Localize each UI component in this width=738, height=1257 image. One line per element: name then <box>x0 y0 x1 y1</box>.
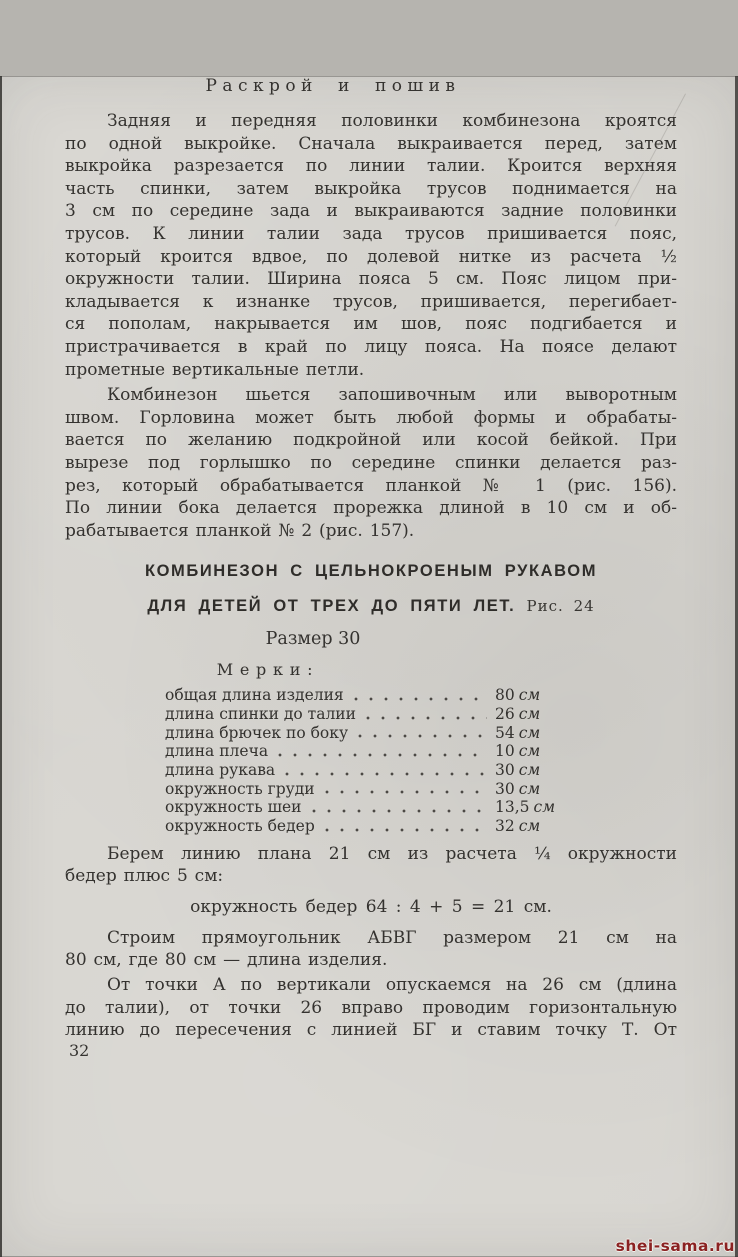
text-line: 80 см, где 80 см — длина изделия. <box>65 950 388 971</box>
measurement-row <box>165 705 573 724</box>
text-line: рабатывается планкой № 2 (рис. 157). <box>65 520 415 541</box>
page-content <box>0 76 738 1061</box>
measurement-label: общая длина изделия <box>165 686 344 705</box>
measurement-value <box>495 724 573 743</box>
text-line: 3 см по середине зада и выкраиваются задние половинки <box>65 201 677 222</box>
value-unit: см <box>518 723 541 742</box>
measurement-value <box>495 761 573 780</box>
text-line: пристрачивается в край по лицу пояса. На поясе делают <box>65 336 677 357</box>
value-unit: см <box>518 704 541 723</box>
value-number: 30 <box>495 760 515 779</box>
text-line: По линии бока делается прорежка длиной в 10 см и об- <box>65 498 677 519</box>
size-label: Размер 30 <box>265 629 361 650</box>
paragraph-point-a <box>65 974 677 1042</box>
text-line: ся пополам, накрывается им шов, пояс подгибается и <box>65 314 677 335</box>
dot-leader <box>312 809 487 813</box>
text-line: Комбинезон шьется запошивочным или выворотным <box>107 385 677 406</box>
section-heading-line2 <box>65 596 677 617</box>
value-number: 10 <box>495 742 515 761</box>
measurements-title: Мерки: <box>216 660 320 680</box>
text-line: часть спинки, затем выкройка трусов поднимается на <box>65 178 677 199</box>
text-line: Берем линию плана 21 см из расчета ¼ окружности <box>107 843 677 864</box>
text-line: швом. Горловина может быть любой формы и обрабаты- <box>65 407 677 428</box>
measurement-label: длина рукава <box>165 760 276 779</box>
measurement-row <box>165 742 573 761</box>
text-line: бедер плюс 5 см: <box>65 866 224 887</box>
measurement-label: окружность бедер <box>165 816 315 835</box>
text-line: вается по желанию подкройной или косой бейкой. При <box>65 430 677 451</box>
value-number: 80 <box>495 686 515 705</box>
measurement-label: длина спинки до талии <box>165 704 356 723</box>
section-heading-line2-text: ДЛЯ ДЕТЕЙ ОТ ТРЕХ ДО ПЯТИ ЛЕТ. <box>147 597 516 616</box>
dot-leader <box>358 734 487 738</box>
measurement-row <box>165 798 573 817</box>
dot-leader <box>354 697 487 701</box>
measurement-row <box>165 686 573 705</box>
measurement-row <box>165 780 573 799</box>
page-title: Раскрой и пошив <box>205 76 461 96</box>
text-line: по одной выкройке. Сначала выкраивается перед, затем <box>65 133 677 154</box>
measurement-value <box>495 742 573 761</box>
paragraph-cutting-sewing <box>65 110 677 381</box>
text-line: вырезе под горлышко по середине спинки делается раз- <box>65 452 677 473</box>
measurement-value <box>495 780 573 799</box>
section-heading-line1: КОМБИНЕЗОН С ЦЕЛЬНОКРОЕНЫМ РУКАВОМ <box>144 562 598 581</box>
measurement-value <box>495 798 573 817</box>
value-number: 26 <box>495 704 515 723</box>
scanned-book-page <box>0 76 738 1257</box>
paragraph-rectangle <box>65 927 677 972</box>
text-line: который кроится вдвое, по долевой нитке из расчета ½ <box>65 246 677 267</box>
paragraph-plan-line <box>65 843 677 888</box>
value-unit: см <box>518 779 541 798</box>
text-line: кладывается к изнанке трусов, пришивается, перегибает- <box>65 291 677 312</box>
text-line: трусов. К линии талии зада трусов пришивается пояс, <box>65 223 677 244</box>
measurement-value <box>495 686 573 705</box>
site-watermark: shei-sama.ru <box>615 1237 735 1255</box>
text-line: окружности талии. Ширина пояса 5 см. Пояс лицом при- <box>65 269 677 290</box>
text-line: линию до пересечения с линией БГ и ставим точку Т. От <box>65 1020 677 1041</box>
dot-leader <box>278 753 487 757</box>
dot-leader <box>285 772 487 776</box>
measurement-row <box>165 761 573 780</box>
value-unit: см <box>518 686 541 705</box>
hip-circumference-formula: окружность бедер 64 : 4 + 5 = 21 см. <box>190 896 552 917</box>
page-number: 32 <box>69 1040 90 1060</box>
paragraph-seams-neckline <box>65 384 677 542</box>
measurements-list <box>165 686 573 835</box>
text-line: прометные вертикальные петли. <box>65 359 365 380</box>
text-line: выкройка разрезается по линии талии. Кроится верхняя <box>65 156 677 177</box>
measurement-label: окружность груди <box>165 779 315 798</box>
value-number: 13,5 <box>495 798 530 817</box>
value-number: 30 <box>495 779 515 798</box>
measurement-row <box>165 724 573 743</box>
value-unit: см <box>533 798 556 817</box>
text-line: до талии), от точки 26 вправо проводим горизонтальную <box>65 997 677 1018</box>
dot-leader <box>366 716 487 720</box>
dot-leader <box>325 828 487 832</box>
measurement-value <box>495 817 573 836</box>
text-line: Задняя и передняя половинки комбинезона кроятся <box>107 111 677 131</box>
dot-leader <box>325 790 487 794</box>
measurement-label: длина плеча <box>165 742 269 761</box>
measurement-value <box>495 705 573 724</box>
figure-reference: Рис. 24 <box>526 597 595 616</box>
text-line: Строим прямоугольник АБВГ размером 21 см на <box>107 927 677 948</box>
measurement-label: окружность шеи <box>165 798 302 817</box>
value-unit: см <box>518 742 541 761</box>
measurement-row <box>165 817 573 836</box>
value-number: 54 <box>495 723 515 742</box>
measurement-label: длина брючек по боку <box>165 723 349 742</box>
text-line: рез, который обрабатывается планкой № 1 (рис. 156). <box>65 475 677 496</box>
value-unit: см <box>518 816 541 835</box>
value-unit: см <box>518 760 541 779</box>
value-number: 32 <box>495 816 515 835</box>
section-heading <box>65 561 677 617</box>
text-line: От точки А по вертикали опускаемся на 26 см (длина <box>107 974 677 995</box>
